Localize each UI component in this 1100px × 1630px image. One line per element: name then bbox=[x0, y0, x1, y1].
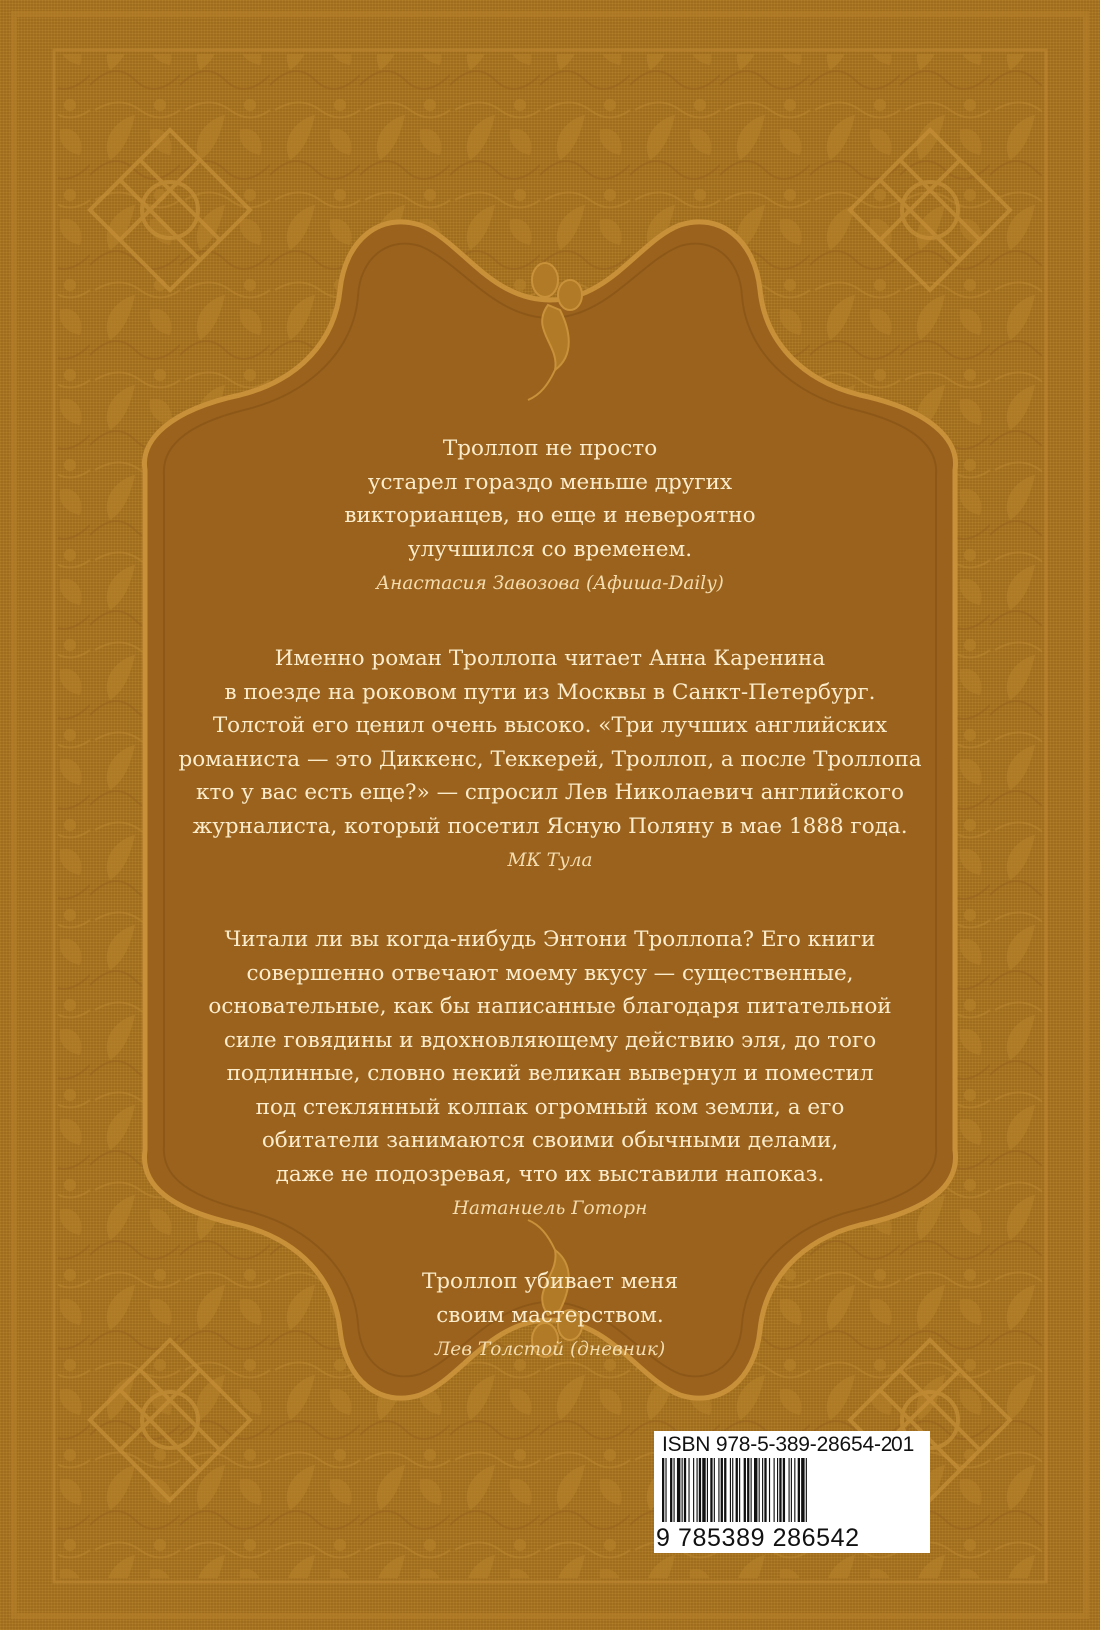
barcode-bar bbox=[747, 1458, 749, 1522]
barcode-bar bbox=[699, 1458, 701, 1522]
barcode-bar bbox=[789, 1458, 790, 1522]
barcode-bar bbox=[779, 1458, 781, 1522]
quote-source: Натаниель Готорн bbox=[452, 1198, 648, 1219]
quote-text: Читали ли вы когда-нибудь Энтони Троллопа? Его книги совершенно отвечают моему вкусу — существенные, основательные, как бы написанные благодаря питательной силе говядины и вдохновляющему действию эля, до того подлинные, словно некий великан вывернул и поместил под стеклянный колпак огромный ком земли, а его обитатели занимаются своими обычными делами, даже не подозревая, что их выставили напоказ. bbox=[208, 927, 892, 1187]
price-code: 01 bbox=[891, 1433, 915, 1456]
barcode-bar bbox=[751, 1458, 752, 1522]
quote-source: Лев Толстой (дневник) bbox=[434, 1339, 666, 1360]
barcode-bar bbox=[798, 1458, 800, 1522]
barcode-bar bbox=[762, 1458, 763, 1522]
quote-text: Троллоп не просто устарел гораздо меньше других викторианцев, но еще и невероятно улучшился со временем. bbox=[344, 436, 756, 562]
isbn-label: ISBN 978-5-389-28654-2 bbox=[662, 1433, 893, 1456]
barcode-bar bbox=[721, 1458, 723, 1522]
barcode-bar bbox=[794, 1458, 795, 1522]
barcode bbox=[654, 1431, 930, 1553]
barcode-bar bbox=[783, 1458, 785, 1522]
barcode-bar bbox=[791, 1458, 792, 1522]
barcode-bar bbox=[714, 1458, 715, 1522]
quote-source: Анастасия Завозова (Афиша-Daily) bbox=[376, 573, 724, 594]
barcode-bar bbox=[777, 1458, 778, 1522]
barcode-bar bbox=[754, 1458, 757, 1522]
barcode-bar bbox=[670, 1458, 672, 1522]
barcode-digits: 9 785389 286542 bbox=[656, 1524, 860, 1552]
barcode-bar bbox=[759, 1458, 760, 1522]
barcode-bar bbox=[736, 1458, 738, 1522]
barcode-bar bbox=[688, 1458, 689, 1522]
barcode-bar bbox=[677, 1458, 680, 1522]
quote-block bbox=[160, 923, 940, 1225]
barcode-bar bbox=[724, 1458, 726, 1522]
barcode-bar bbox=[693, 1458, 694, 1522]
quote-block bbox=[160, 1265, 940, 1366]
barcode-bar bbox=[707, 1458, 708, 1522]
barcode-bar bbox=[806, 1458, 807, 1522]
barcode-bar bbox=[710, 1458, 712, 1522]
barcode-bar bbox=[732, 1458, 733, 1522]
barcode-bar bbox=[718, 1458, 719, 1522]
review-quotes bbox=[160, 432, 940, 1366]
barcode-bars bbox=[660, 1458, 924, 1524]
quote-block bbox=[160, 642, 940, 877]
quote-text: Именно роман Троллопа читает Анна Каренина в поезде на роковом пути из Москвы в Санкт-Петербург. Толстой его ценил очень высоко. «Три лучших английских ромaниста — это Диккенс, Теккерей, Троллоп, а после Троллопа кто у вас есть еще?» — спросил Лев Николаевич английского журналиста, который посетил Ясную Поляну в мае 1888 года. bbox=[178, 646, 922, 839]
barcode-bar bbox=[774, 1458, 775, 1522]
quote-block bbox=[160, 432, 940, 600]
barcode-bar bbox=[674, 1458, 675, 1522]
quote-text: Троллоп убивает меня своим мастерством. bbox=[421, 1269, 679, 1328]
barcode-bar bbox=[730, 1458, 731, 1522]
quote-source: МК Тула bbox=[507, 850, 593, 871]
barcode-bar bbox=[769, 1458, 770, 1522]
barcode-bar bbox=[744, 1458, 746, 1522]
barcode-bar bbox=[662, 1458, 664, 1522]
barcode-bar bbox=[665, 1458, 666, 1522]
barcode-bar bbox=[682, 1458, 683, 1522]
barcode-bar bbox=[764, 1458, 766, 1522]
barcode-bar bbox=[801, 1458, 804, 1522]
barcode-bar bbox=[702, 1458, 705, 1522]
barcode-bar bbox=[739, 1458, 740, 1522]
barcode-bar bbox=[684, 1458, 686, 1522]
barcode-bar bbox=[697, 1458, 698, 1522]
